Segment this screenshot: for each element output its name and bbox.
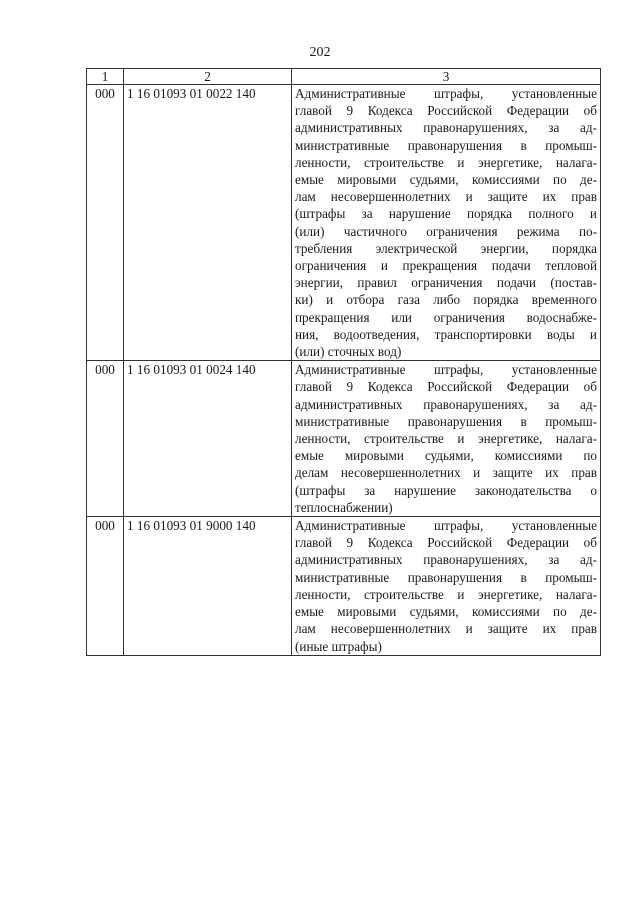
description-line: ленности, строительстве и энергетике, налага-	[295, 154, 597, 170]
description-cell	[292, 85, 601, 361]
budget-code-cell: 1 16 01093 01 0024 140	[124, 361, 292, 517]
description-line: емые мировыми судьями, комиссиями по	[295, 448, 597, 464]
column-header-3: 3	[292, 69, 601, 85]
column-header-1: 1	[87, 69, 124, 85]
admin-code-cell: 000	[87, 517, 124, 656]
description-line: административных правонарушениях, за ад-	[295, 552, 597, 568]
description-cell	[292, 361, 601, 517]
description-line: Административные штрафы, установленные	[295, 86, 597, 101]
description-line: энергии, правил ограничения подачи (постав-	[295, 275, 597, 291]
description-line: Административные штрафы, установленные	[295, 518, 597, 534]
description-line: ленности, строительстве и энергетике, налага-	[295, 431, 597, 447]
description-line: ки) и отбора газа либо порядка временного	[295, 292, 597, 308]
page-number: 202	[309, 45, 331, 60]
admin-code-cell: 000	[87, 85, 124, 361]
description-line: (или) сточных вод)	[295, 344, 402, 360]
description-line: ленности, строительстве и энергетике, налага-	[295, 586, 597, 602]
description-line: министративные правонарушения в промыш-	[295, 413, 597, 429]
description-line: (штрафы за нарушение законодательства о	[295, 482, 597, 498]
description-line: Административные штрафы, установленные	[295, 362, 597, 378]
description-line: министративные правонарушения в промыш-	[295, 137, 597, 153]
document-table	[86, 68, 601, 656]
table-header-row	[87, 69, 601, 85]
budget-code-cell: 1 16 01093 01 9000 140	[124, 517, 292, 656]
description-line: административных правонарушениях, за ад-	[295, 396, 597, 412]
description-cell	[292, 517, 601, 656]
description-line: ограничения и прекращения подачи тепловой	[295, 258, 597, 274]
description-line: административных правонарушениях, за ад-	[295, 120, 597, 136]
description-line: ния, водоотведения, транспортировки воды и	[295, 326, 597, 342]
description-line: емые мировыми судьями, комиссиями по де-	[295, 604, 597, 620]
description-line: (штрафы за нарушение порядка полного и	[295, 206, 597, 222]
admin-code-cell: 000	[87, 361, 124, 517]
table-row	[87, 361, 601, 517]
description-line: (или) частичного ограничения режима по-	[295, 223, 597, 239]
description-line: лам несовершеннолетних и защите их прав	[295, 621, 597, 637]
column-header-2: 2	[124, 69, 292, 85]
table-row	[87, 517, 601, 656]
description-line: главой 9 Кодекса Российской Федерации об	[295, 535, 597, 551]
description-line: (иные штрафы)	[295, 638, 382, 654]
table-body	[87, 85, 601, 656]
description-line: делам несовершеннолетних и защите их прав	[295, 465, 597, 481]
table-row	[87, 85, 601, 361]
description-line: емые мировыми судьями, комиссиями по де-	[295, 172, 597, 188]
description-line: главой 9 Кодекса Российской Федерации об	[295, 103, 597, 119]
description-line: требления электрической энергии, порядка	[295, 240, 597, 256]
description-line: главой 9 Кодекса Российской Федерации об	[295, 379, 597, 395]
budget-code-cell: 1 16 01093 01 0022 140	[124, 85, 292, 361]
description-line: прекращения или ограничения водоснабже-	[295, 309, 597, 325]
description-line: лам несовершеннолетних и защите их прав	[295, 189, 597, 205]
description-line: теплоснабжении)	[295, 499, 393, 515]
description-line: министративные правонарушения в промыш-	[295, 569, 597, 585]
